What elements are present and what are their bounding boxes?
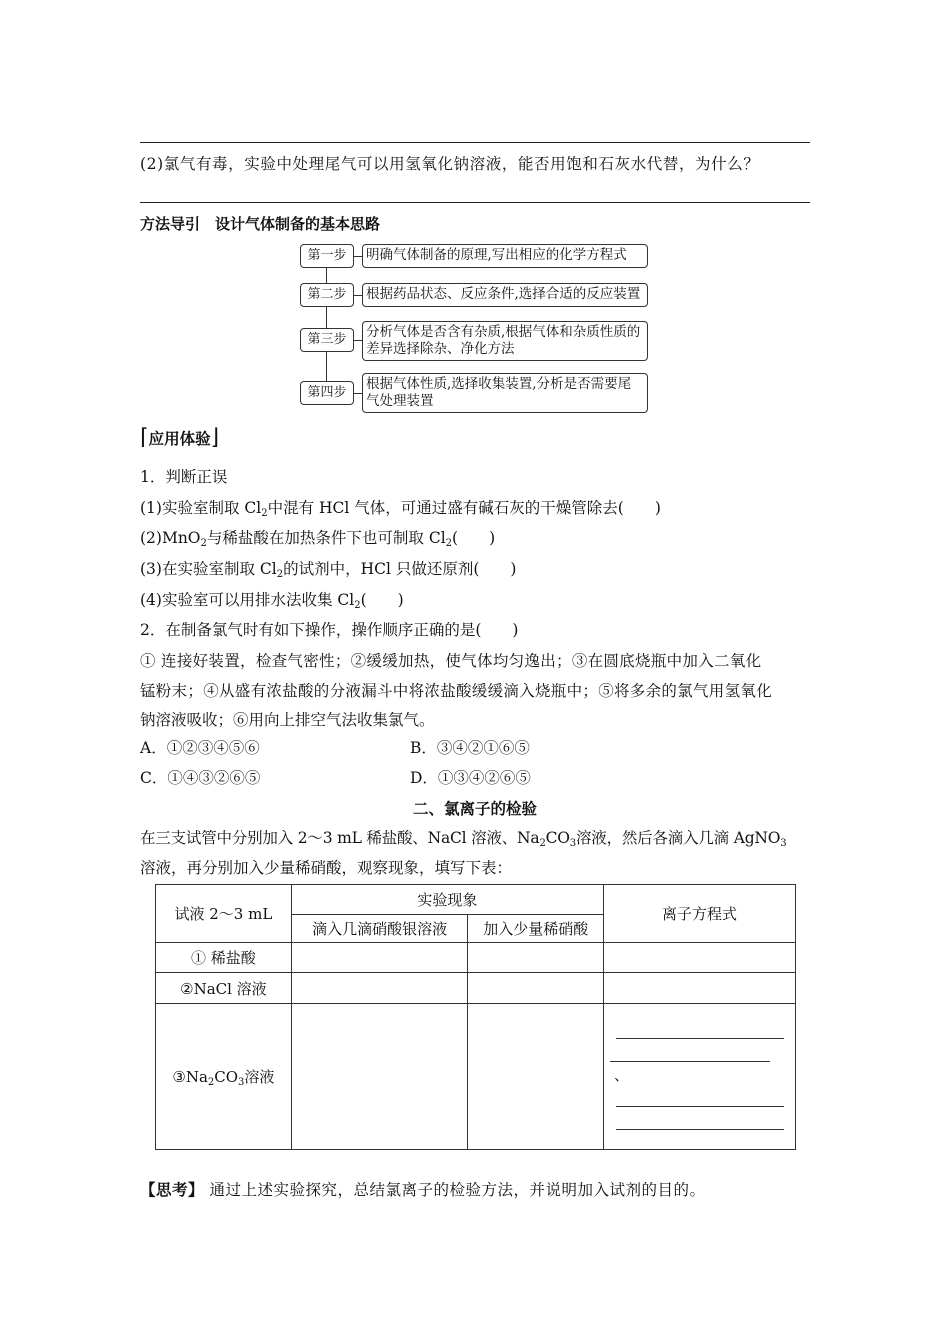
intro-line-2: 溶液，再分别加入少量稀硝酸，观察现象，填写下表： <box>140 859 513 877</box>
option-d: D．①③④②⑥⑤ <box>410 769 531 787</box>
separator-mark: 、 <box>614 1065 630 1084</box>
step-3-desc: 分析气体是否含有杂质,根据气体和杂质性质的差异选择除杂、净化方法 <box>362 321 648 361</box>
blank-line <box>610 1039 770 1062</box>
q1-item-2: (2)MnO$_2$与稀盐酸在加热条件下也可制取 $Cl_2$( ) <box>140 529 496 549</box>
cell-blank <box>604 973 796 1004</box>
q2-line-1: ① 连接好装置，检查气密性；②缓缓加热，使气体均匀逸出；③在圆底烧瓶中加入二氧化 <box>140 652 762 670</box>
q1-item-3: (3)在实验室制取 $Cl_2$的试剂中，HCl 只做还原剂( ) <box>140 560 517 580</box>
chloride-test-table <box>155 884 796 1150</box>
row-na2co3-label: $③Na_2CO_3$溶液 <box>156 1004 292 1150</box>
step-4-desc: 根据气体性质,选择收集装置,分析是否需要尾气处理装置 <box>362 373 648 413</box>
intro-line-1: 在三支试管中分别加入 2～3 mL 稀盐酸、NaCl 溶液、$Na_2CO_3$溶液，然后各滴入几滴 AgNO$_3$ <box>140 829 787 849</box>
step-4-label: 第四步 <box>300 381 354 405</box>
header-phenomenon: 实验现象 <box>291 885 603 915</box>
row-nacl-label: ②NaCl 溶液 <box>156 973 292 1004</box>
step-2-desc: 根据药品状态、反应条件,选择合适的反应装置 <box>362 283 648 307</box>
answer-line <box>140 142 810 143</box>
header-equation: 离子方程式 <box>604 885 796 943</box>
q2-line-2: 锰粉末；④从盛有浓盐酸的分液漏斗中将浓盐酸缓缓滴入烧瓶中；⑤将多余的氯气用氢氧化 <box>140 682 773 700</box>
step-1-desc: 明确气体制备的原理,写出相应的化学方程式 <box>362 244 648 268</box>
option-b: B．③④②①⑥⑤ <box>410 739 530 757</box>
equation-blanks <box>604 1004 796 1150</box>
option-a: A．①②③④⑤⑥ <box>140 739 260 757</box>
q2-title: 2．在制备氯气时有如下操作，操作顺序正确的是( ) <box>140 621 519 639</box>
apply-heading: ⌈应用体验⌋ <box>140 425 220 450</box>
cell-blank <box>468 1004 604 1150</box>
q1-item-4: (4)实验室可以用排水法收集 $Cl_2$( ) <box>140 591 404 611</box>
header-add-nitric-acid: 加入少量稀硝酸 <box>468 915 604 943</box>
blank-line <box>616 1084 784 1107</box>
step-3-label: 第三步 <box>300 328 354 352</box>
option-c: C．①④③②⑥⑤ <box>140 769 261 787</box>
blank-line <box>616 1107 784 1130</box>
step-2-label: 第二步 <box>300 283 354 307</box>
q1-title: 1．判断正误 <box>140 468 228 486</box>
q1-item-1: (1)实验室制取 $Cl_2$中混有 HCl 气体，可通过盛有碱石灰的干燥管除去( ) <box>140 499 661 519</box>
q2-line-3: 钠溶液吸收；⑥用向上排空气法收集氯气。 <box>140 711 435 729</box>
question-2-text: (2)氯气有毒，实验中处理尾气可以用氢氧化钠溶液，能否用饱和石灰水代替，为什么？ <box>140 155 760 173</box>
header-add-silver-nitrate: 滴入几滴硝酸银溶液 <box>291 915 468 943</box>
step-1-label: 第一步 <box>300 244 354 268</box>
header-sample: 试液 2～3 mL <box>156 885 292 943</box>
method-guide-title: 方法导引 设计气体制备的基本思路 <box>140 215 381 233</box>
cell-blank <box>604 943 796 973</box>
cell-blank <box>468 973 604 1004</box>
answer-line <box>140 202 810 203</box>
think-prompt: 【思考】 通过上述实验探究，总结氯离子的检验方法，并说明加入试剂的目的。 <box>140 1181 706 1199</box>
blank-line <box>616 1016 784 1039</box>
section-2-title: 二、氯离子的检验 <box>412 800 537 818</box>
cell-blank <box>291 973 468 1004</box>
row-hcl-label: ① 稀盐酸 <box>156 943 292 973</box>
cell-blank <box>291 1004 468 1150</box>
cell-blank <box>468 943 604 973</box>
cell-blank <box>291 943 468 973</box>
